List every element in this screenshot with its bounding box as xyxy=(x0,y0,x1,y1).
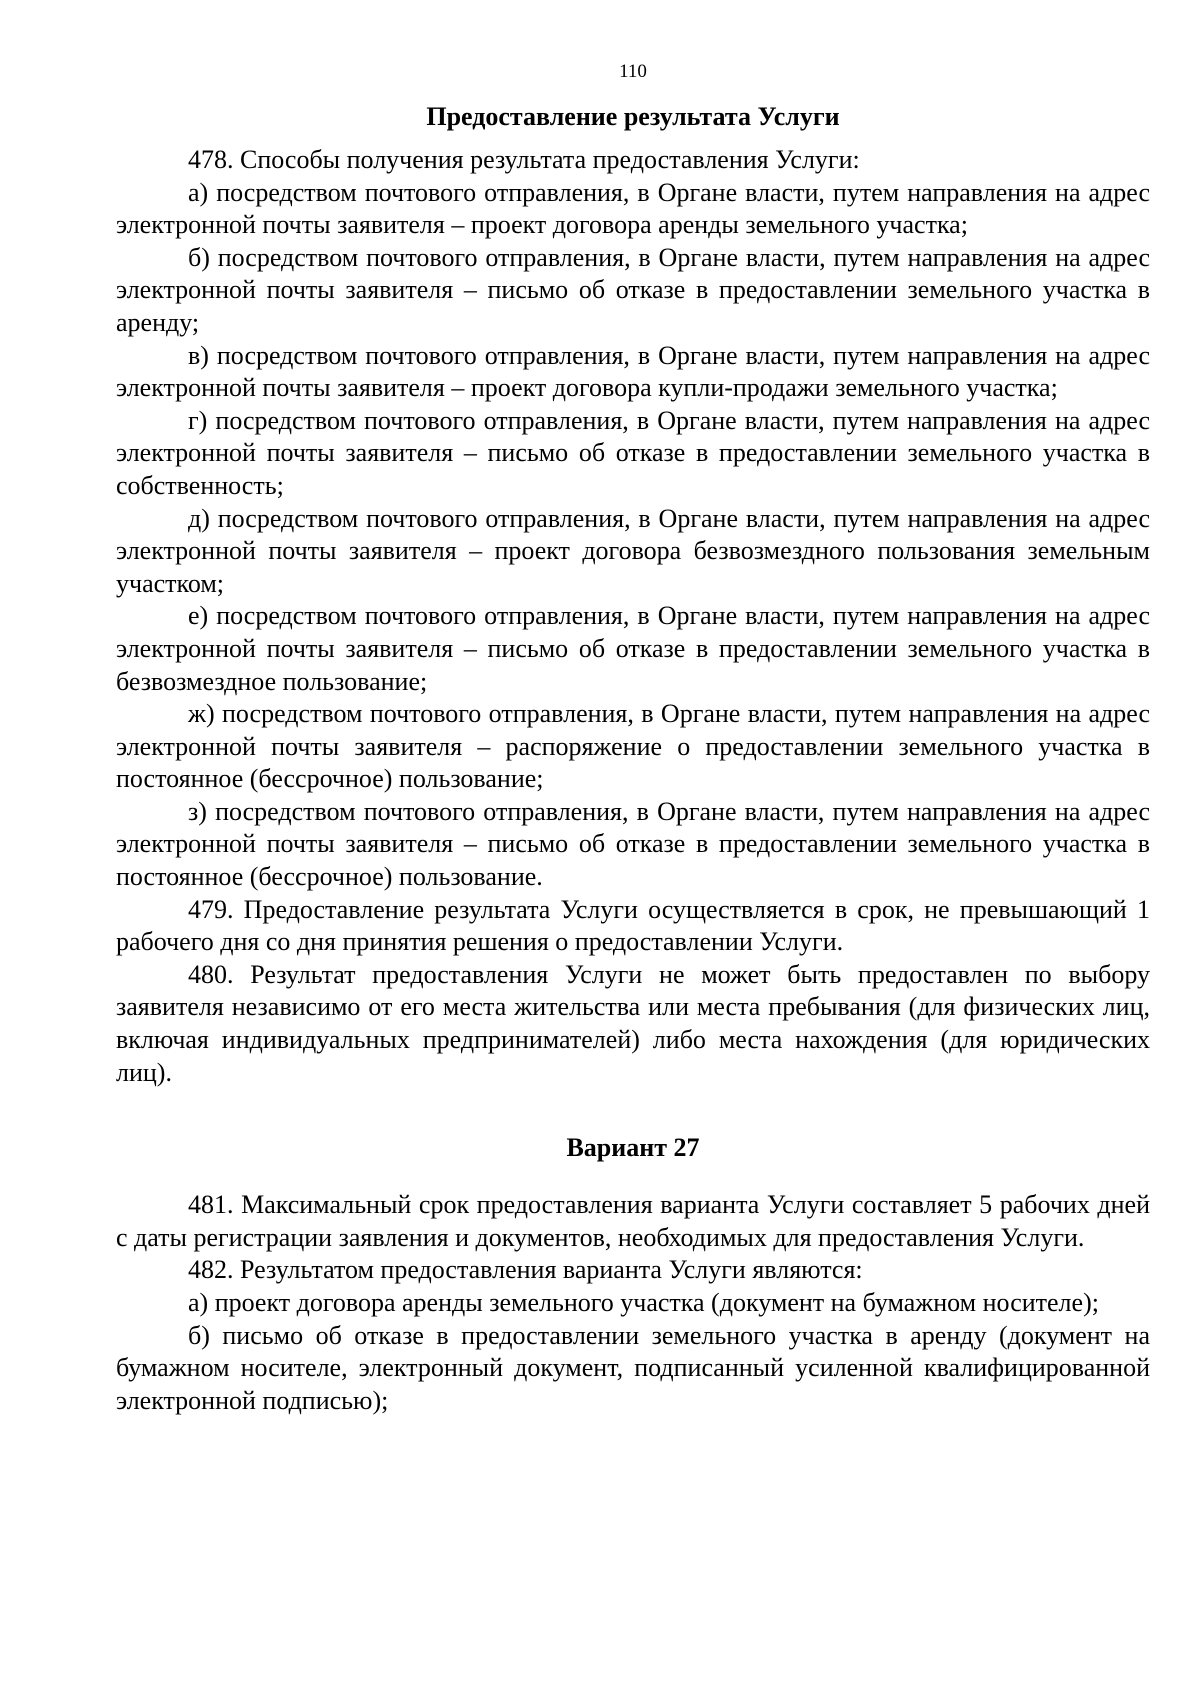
section-spacer xyxy=(116,1089,1150,1131)
paragraph-478-a: а) посредством почтового отправления, в Органе власти, путем направления на адрес электронной почты заявителя – проект договора аренды земельного участка; xyxy=(116,177,1150,240)
document-page xyxy=(116,60,1150,1417)
paragraph-482: 482. Результатом предоставления варианта Услуги являются: xyxy=(188,1255,863,1285)
paragraph-478-e: е) посредством почтового отправления, в Органе власти, путем направления на адрес электронной почты заявителя – письмо об отказе в предоставлении земельного участка в безвозмездное пользование; xyxy=(116,601,1150,696)
section-heading-variant: Вариант 27 xyxy=(566,1133,700,1163)
paragraph-478-d: д) посредством почтового отправления, в Органе власти, путем направления на адрес электронной почты заявителя – проект договора безвозмездного пользования земельным участком; xyxy=(116,503,1150,598)
paragraph-479: 479. Предоставление результата Услуги осуществляется в срок, не превышающий 1 рабочего дня со дня принятия решения о предоставлении Услуги. xyxy=(116,894,1150,957)
paragraph-478: 478. Способы получения результата предоставления Услуги: xyxy=(188,145,860,174)
page-number: 110 xyxy=(619,61,647,82)
paragraph-478-g: г) посредством почтового отправления, в Органе власти, путем направления на адрес электронной почты заявителя – письмо об отказе в предоставлении земельного участка в собственность; xyxy=(116,405,1150,500)
paragraph-482-a: а) проект договора аренды земельного участка (документ на бумажном носителе); xyxy=(188,1288,1099,1317)
paragraph-481: 481. Максимальный срок предоставления варианта Услуги составляет 5 рабочих дней с даты регистрации заявления и документов, необходимых для предоставления Услуги. xyxy=(116,1190,1150,1252)
section-heading-result: Предоставление результата Услуги xyxy=(426,102,840,131)
paragraph-478-zh: ж) посредством почтового отправления, в Органе власти, путем направления на адрес электронной почты заявителя – распоряжение о предоставлении земельного участка в постоянное (бессрочное) пользование; xyxy=(116,699,1150,794)
paragraph-478-b: б) посредством почтового отправления, в Органе власти, путем направления на адрес электронной почты заявителя – письмо об отказе в предоставлении земельного участка в аренду; xyxy=(116,242,1150,337)
paragraph-478-v: в) посредством почтового отправления, в Органе власти, путем направления на адрес электронной почты заявителя – проект договора купли-продажи земельного участка; xyxy=(116,340,1150,403)
paragraph-478-z: з) посредством почтового отправления, в Органе власти, путем направления на адрес электронной почты заявителя – письмо об отказе в предоставлении земельного участка в постоянное (бессрочное) пользование. xyxy=(116,796,1150,892)
paragraph-482-b: б) письмо об отказе в предоставлении земельного участка в аренду (документ на бумажном носителе, электронный документ, подписанный усиленной квалифицированной электронной подписью); xyxy=(116,1320,1150,1415)
paragraph-480: 480. Результат предоставления Услуги не может быть предоставлен по выбору заявителя независимо от его места жительства или места пребывания (для физических лиц, включая индивидуальных предпринимателей) либо места нахождения (для юридических лиц). xyxy=(116,959,1150,1087)
